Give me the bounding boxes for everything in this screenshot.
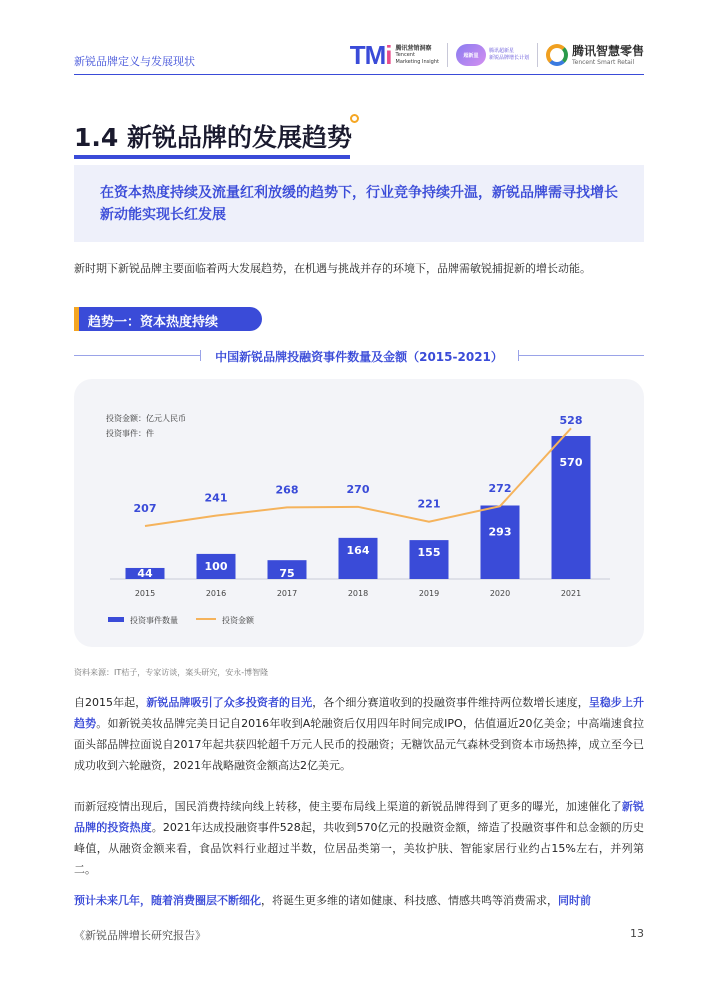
chart-unit-amount: 投资金额：亿元人民币 [106, 414, 186, 423]
smart-retail-icon [546, 44, 568, 66]
logo-divider [447, 43, 448, 67]
footer-report-title: 《新锐品牌增长研究报告》 [74, 929, 206, 942]
chart-title-tick-left [200, 350, 201, 361]
trend-label-text: 趋势一：资本热度持续 [88, 315, 219, 330]
legend-label-bar: 投资事件数量 [130, 616, 178, 625]
highlight-text-run: 呈稳步上升趋势 [74, 696, 645, 730]
line-value-label: 272 [488, 482, 512, 496]
page-header [0, 0, 718, 78]
x-tick-label: 2015 [134, 589, 156, 598]
body-paragraph-2 [74, 796, 644, 880]
tmi-logo-cn: 腾讯营销洞察 [395, 44, 432, 52]
supernova-badge: 超新星 [456, 44, 486, 66]
highlight-text-run: 新锐品牌的投资热度 [74, 800, 645, 834]
intro-text: 新时期下新锐品牌主要面临着两大发展趋势，在机遇与挑战并存的环境下，品牌需敏锐捕捉新的增长动能。 [74, 262, 591, 275]
smart-retail-en: Tencent Smart Retail [571, 58, 635, 66]
line-value-label: 221 [417, 497, 441, 511]
source-note: 资料来源：IT桔子，专家访谈，案头研究，安永-博智隆 [74, 668, 269, 677]
supernova-line1: 腾讯超新星 [488, 48, 514, 54]
highlight-text-run: 预计未来几年，随着消费圈层不断细化 [74, 894, 261, 907]
x-tick-label: 2019 [418, 589, 440, 598]
tmi-logo-en1: Tencent [395, 52, 415, 59]
summary-text: 在资本热度持续及流量红利放缓的趋势下，行业竞争持续升温，新锐品牌需寻找增长新动能实现长红发展 [100, 185, 618, 223]
supernova-line2: 新锐品牌增长计划 [488, 55, 529, 61]
chart-unit-events: 投资事件：件 [106, 429, 154, 438]
bar-value-label: 100 [204, 559, 228, 573]
text-run: 而新冠疫情出现后，国民消费持续向线上转移，使主要布局线上渠道的新锐品牌得到了更多的曝光，加速催化了 [74, 800, 622, 813]
bar-value-label: 164 [346, 543, 370, 557]
chart-title-rule-right [519, 355, 644, 356]
x-tick-label: 2017 [276, 589, 298, 598]
line-value-label: 241 [204, 491, 228, 505]
tmi-logo [350, 42, 439, 68]
x-tick-label: 2020 [489, 589, 511, 598]
text-run: 自2015年起， [74, 696, 147, 709]
x-tick-label: 2018 [347, 589, 369, 598]
logo-group [350, 40, 644, 70]
legend-swatch-bar [108, 617, 124, 622]
x-tick-label: 2021 [560, 589, 582, 598]
header-title: 新锐品牌定义与发展现状 [74, 55, 195, 68]
x-tick-label: 2016 [205, 589, 227, 598]
tmi-logo-en2: Marketing Insight [395, 58, 439, 65]
bar-value-label: 155 [417, 546, 441, 560]
body-paragraph-3 [74, 890, 644, 911]
highlight-text-run: 同时前 [558, 894, 591, 907]
text-run: ，将诞生更多维的诸如健康、科技感、情感共鸣等消费需求， [261, 894, 558, 907]
line-value-label: 207 [133, 502, 157, 515]
body-paragraph-1 [74, 692, 644, 776]
bar-value-label: 293 [488, 525, 512, 539]
decor-circle-icon [350, 114, 359, 123]
chart-title: 中国新锐品牌投融资事件数量及金额（2015-2021） [215, 350, 503, 364]
line-value-label: 268 [275, 483, 299, 497]
trend-label-accent [74, 307, 79, 331]
line-value-label: 270 [346, 482, 370, 496]
bar-value-label: 44 [137, 567, 153, 580]
highlight-text-run: 新锐品牌吸引了众多投资者的目光 [146, 696, 313, 709]
investment-chart [74, 379, 644, 647]
text-run: 。2021年达成投融资事件528起，共收到570亿元的投融资金额，缔造了投融资事件和总金额的历史峰值，从融资金额来看，食品饮料行业超过半数，位居品类第一，美妆护肤、智能家居行业约占15%左右，并列第二。 [74, 821, 645, 876]
smart-retail-cn: 腾讯智慧零售 [571, 44, 644, 59]
line-value-label: 528 [559, 414, 583, 427]
logo-divider [537, 43, 538, 67]
legend-label-line: 投资金额 [222, 616, 254, 625]
text-run: 。如新锐美妆品牌完美日记自2016年收到A轮融资后仅用四年时间完成IPO，估值逼近20亿美金；中高端速食拉面头部品牌拉面说自2017年起共获四轮超千万元人民币的投融资；无糖饮品元气森林受到资本市场热捧，成立至今已成功收到六轮融资，2021年战略融资金额高达2亿美元。 [74, 717, 644, 772]
chart-title-rule-left [74, 355, 200, 356]
bar-value-label: 75 [279, 567, 295, 580]
section-title-underline [74, 155, 350, 159]
smart-retail-logo [546, 44, 644, 66]
supernova-logo [456, 44, 529, 66]
section-title: 1.4 新锐品牌的发展趋势 [74, 123, 352, 152]
text-run: ，各个细分赛道收到的投融资事件维持两位数增长速度， [312, 696, 589, 709]
tmi-logo-mark: TMi [349, 40, 392, 70]
bar-value-label: 570 [559, 456, 583, 469]
page-number: 13 [630, 927, 644, 940]
header-divider [74, 74, 644, 75]
bar-investment-events [481, 505, 520, 579]
